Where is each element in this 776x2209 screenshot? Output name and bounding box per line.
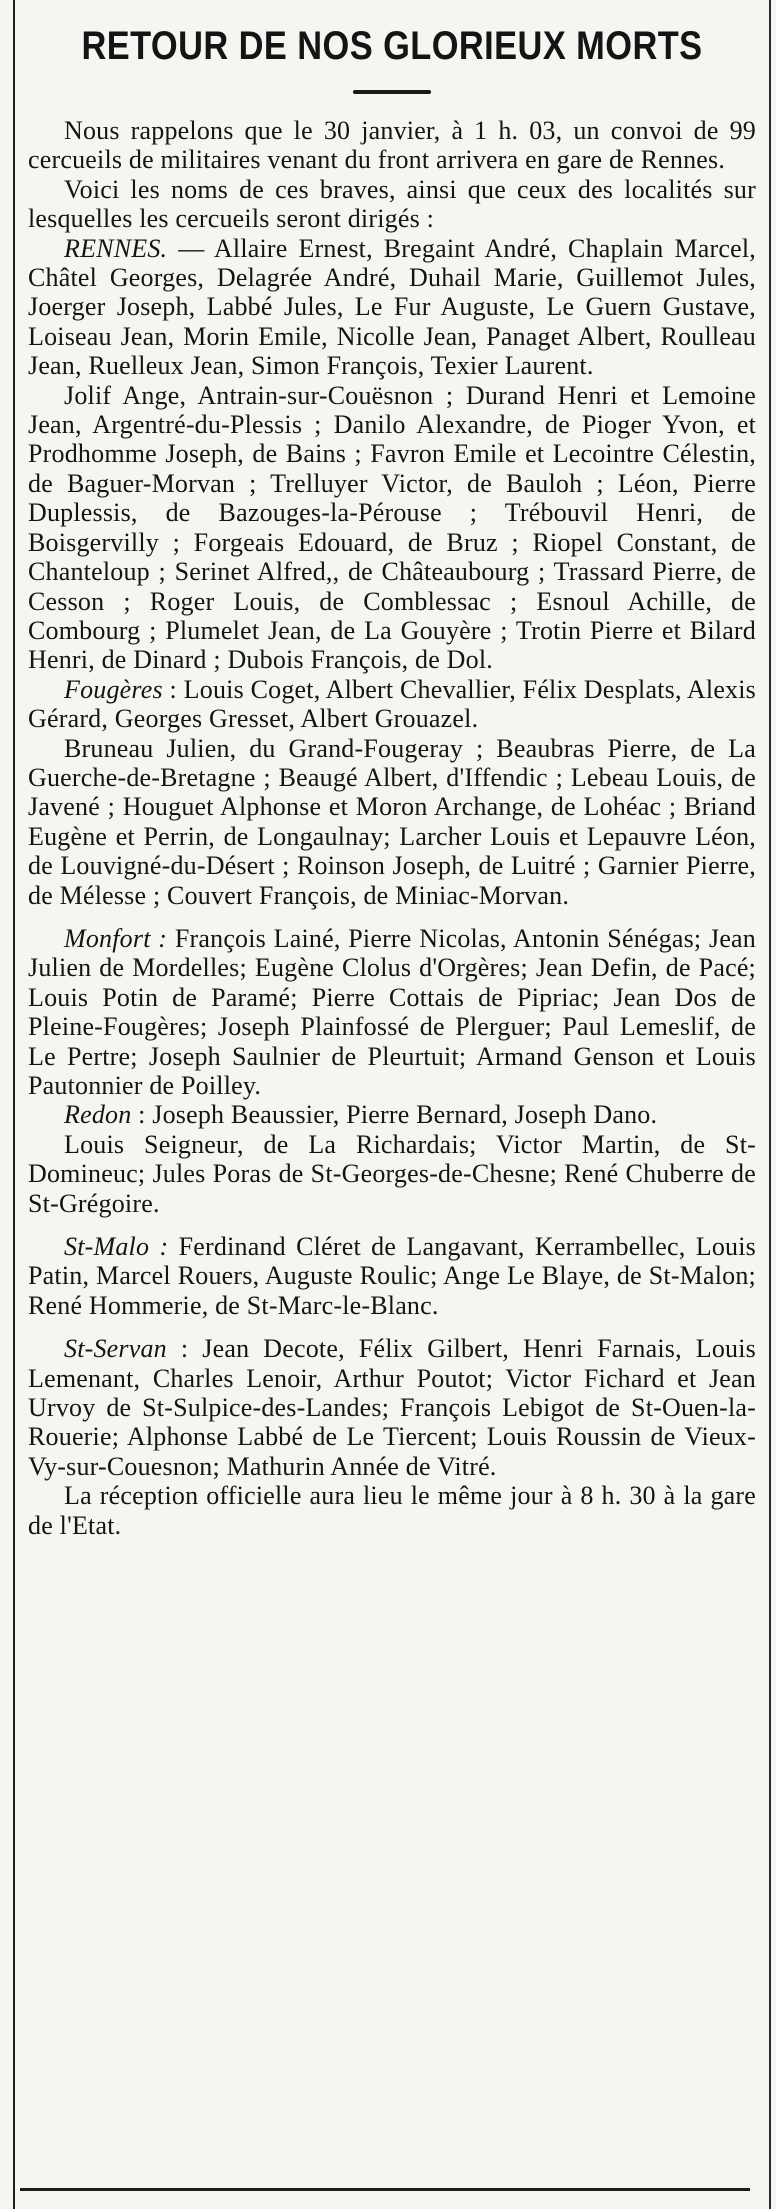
place-name: St-Malo : <box>64 1232 169 1262</box>
section-communes-g-m <box>28 734 756 910</box>
names-list: : Louis Coget, Albert Chevallier, Félix Desplats, Alexis Gérard, Georges Gresset, Albert Grouazel. <box>28 674 756 734</box>
names-list: : Joseph Beaussier, Pierre Bernard, Joseph Dano. <box>131 1100 658 1130</box>
column-rule-left <box>13 0 15 2209</box>
headline-separator <box>353 90 431 94</box>
article-headline: RETOUR DE NOS GLORIEUX MORTS <box>81 24 703 68</box>
names-list: Louis Seigneur, de La Richardais; Victor Martin, de St-Domineuc; Jules Poras de St-Georges-de-Chesne; René Chuberre de St-Grégoire. <box>28 1129 756 1218</box>
closing-text: La réception officielle aura lieu le même jour à 8 h. 30 à la gare de l'Etat. <box>28 1481 756 1540</box>
place-name: Monfort : <box>64 923 168 953</box>
section-redon <box>28 1100 756 1129</box>
section-communes-r-s <box>28 1130 756 1218</box>
place-name: Redon <box>64 1100 132 1130</box>
section-st-malo <box>28 1232 756 1320</box>
section-st-servan <box>28 1334 756 1481</box>
section-rennes <box>28 234 756 381</box>
paragraph-gap <box>28 1320 756 1334</box>
names-list: Jolif Ange, Antrain-sur-Couësnon ; Durand Henri et Lemoine Jean, Argentré-du-Plessis ; Danilo Alexandre, de Pioger Yvon, et Prodhomme Joseph, de Bains ; Favron Emile et Lecointre Célestin, de Baguer-Morvan ; Trelluyer Victor, de Bauloh ; Léon, Pierre Duplessis, de Bazouges-la-Pérouse ; Trébouvil Henri, de Boisgervilly ; Forgeais Edouard, de Bruz ; Riopel Constant, de Chanteloup ; Serinet Alfred,, de Châteaubourg ; Trassard Pierre, de Cesson ; Roger Louis, de Comblessac ; Esnoul Achille, de Combourg ; Plumelet Jean, de La Gouyère ; Trotin Pierre et Bilard Henri, de Dinard ; Dubois François, de Dol. <box>28 380 756 675</box>
closing-paragraph <box>28 1481 756 1540</box>
place-name: Fougères <box>64 674 163 704</box>
names-list: : Jean Decote, Félix Gilbert, Henri Farnais, Louis Lemenant, Charles Lenoir, Arthur Poutot; Victor Fichard et Jean Urvoy de St-Sulpice-des-Landes; François Lebigot de St-Ouen-la-Rouerie; Alphonse Labbé de Le Tiercent; Louis Roussin de Vieux-Vy-sur-Couesnon; Mathurin Année de Vitré. <box>28 1334 756 1481</box>
place-name: St-Servan <box>64 1334 167 1364</box>
names-list: Bruneau Julien, du Grand-Fougeray ; Beaubras Pierre, de La Guerche-de-Bretagne ; Beaugé Albert, d'Iffendic ; Lebeau Louis, de Javené ; Houguet Alphonse et Moron Archange, de Lohéac ; Briand Eugène et Perrin, de Longaulnay; Larcher Louis et Lepauvre Léon, de Louvigné-du-Désert ; Roinson Joseph, de Luitré ; Garnier Pierre, de Mélesse ; Couvert François, de Miniac-Morvan. <box>28 733 756 910</box>
section-fougeres <box>28 675 756 734</box>
article-column <box>28 14 756 1540</box>
bottom-rule <box>20 2188 750 2191</box>
paragraph-gap <box>28 1218 756 1232</box>
place-name: RENNES. <box>64 233 168 263</box>
names-list: François Lainé, Pierre Nicolas, Antonin Sénégas; Jean Julien de Mordelles; Eugène Clolus d'Orgères; Jean Defin, de Pacé; Louis Potin de Paramé; Pierre Cottais de Pipriac; Jean Dos de Pleine-Fougères; Joseph Plainfossé de Plerguer; Paul Lemeslif, de Le Pertre; Joseph Saulnier de Pleurtuit; Armand Genson et Louis Pautonnier de Poilley. <box>28 923 756 1100</box>
intro-paragraph: Nous rappelons que le 30 janvier, à 1 h. 03, un convoi de 99 cercueils de militaires venant du front arrivera en gare de Rennes. <box>28 116 756 175</box>
announce-paragraph: Voici les noms de ces braves, ainsi que ceux des localités sur lesquelles les cercueils seront dirigés : <box>28 174 756 234</box>
names-list: — Allaire Ernest, Bregaint André, Chaplain Marcel, Châtel Georges, Delagrée André, Duhail Marie, Guillemot Jules, Joerger Joseph, Labbé Jules, Le Fur Auguste, Le Guern Gustave, Loiseau Jean, Morin Emile, Nicolle Jean, Panaget Albert, Roulleau Jean, Ruelleux Jean, Simon François, Texier Laurent. <box>28 233 756 381</box>
column-rule-right <box>769 0 771 2209</box>
paragraph-gap <box>28 910 756 924</box>
section-monfort <box>28 924 756 1100</box>
names-list: Ferdinand Cléret de Langavant, Kerrambellec, Louis Patin, Marcel Rouers, Auguste Roulic; Ange Le Blaye, de St-Malon; René Hommerie, de St-Marc-le-Blanc. <box>28 1232 756 1320</box>
section-communes-a-d <box>28 381 756 675</box>
